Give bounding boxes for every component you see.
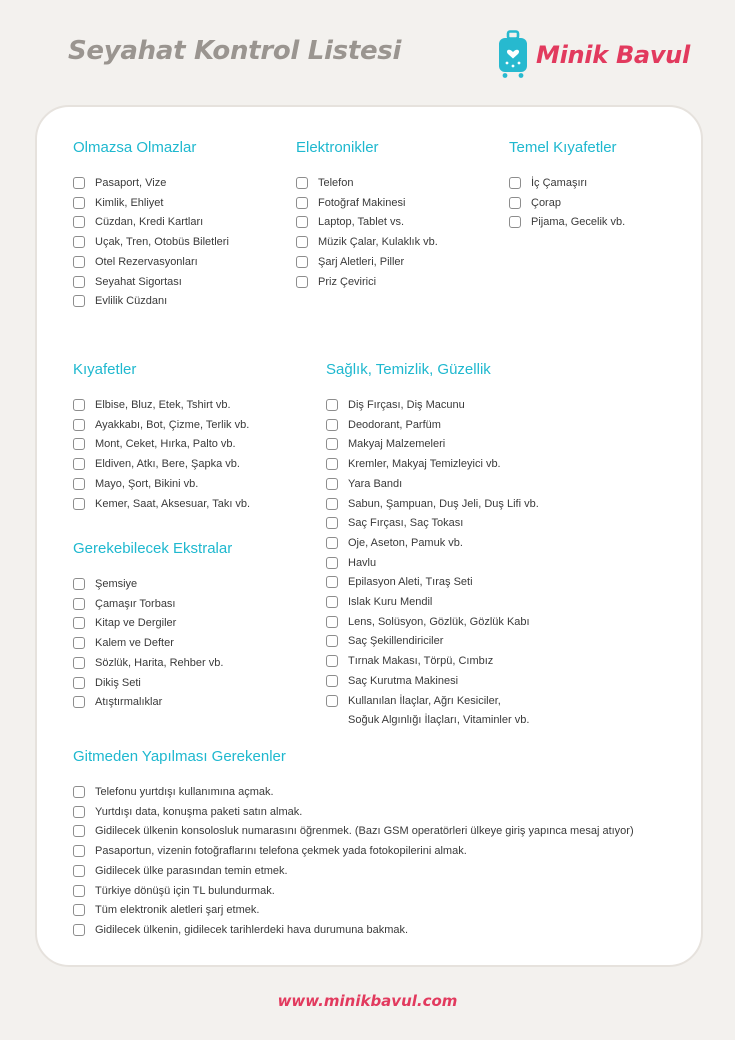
- section-essentials: [73, 139, 229, 312]
- checklist-item[interactable]: [296, 273, 438, 293]
- item-label: Dikiş Seti: [95, 676, 141, 689]
- item-label: Tırnak Makası, Törpü, Cımbız: [348, 655, 494, 668]
- checklist-item[interactable]: [296, 194, 438, 214]
- checkbox[interactable]: [73, 478, 85, 490]
- item-label: Çorap: [531, 196, 561, 209]
- checkbox[interactable]: [73, 419, 85, 431]
- checkbox[interactable]: [73, 276, 85, 288]
- checkbox[interactable]: [73, 696, 85, 708]
- section-title: Sağlık, Temizlik, Güzellik: [326, 361, 491, 378]
- checkbox[interactable]: [73, 786, 85, 798]
- section-title: Gitmeden Yapılması Gerekenler: [73, 748, 286, 765]
- checkbox[interactable]: [326, 399, 338, 411]
- checklist-item[interactable]: [73, 595, 232, 615]
- item-label: Mont, Ceket, Hırka, Palto vb.: [95, 438, 236, 451]
- checkbox[interactable]: [296, 197, 308, 209]
- item-label: Sözlük, Harita, Rehber vb.: [95, 656, 224, 669]
- section-title: Gerekebilecek Ekstralar: [73, 540, 233, 557]
- checklist-item[interactable]: [73, 292, 229, 312]
- checklist-item[interactable]: [509, 174, 625, 194]
- item-label: Elbise, Bluz, Etek, Tshirt vb.: [95, 399, 231, 411]
- checklist-item[interactable]: [509, 194, 625, 214]
- checkbox[interactable]: [73, 236, 85, 248]
- checklist-item[interactable]: [326, 593, 539, 613]
- brand-logo: [498, 30, 690, 80]
- checkbox[interactable]: [509, 216, 521, 228]
- item-label: Gidilecek ülkenin konsolosluk numarasını öğrenmek. (Bazı GSM operatörleri ülkeye giriş yapınca mesaj atıyor): [95, 825, 634, 838]
- checklist-item[interactable]: [296, 233, 438, 253]
- checkbox[interactable]: [326, 675, 338, 687]
- item-label: Laptop, Tablet vs.: [318, 216, 405, 229]
- checklist-item[interactable]: [73, 693, 232, 713]
- item-label: Sabun, Şampuan, Duş Jeli, Duş Lifi vb.: [348, 497, 539, 510]
- item-label: Otel Rezervasyonları: [95, 255, 198, 268]
- item-label: Gidilecek ülkenin, gidilecek tarihlerdeki hava durumuna bakmak.: [95, 923, 409, 936]
- checklist-item[interactable]: [326, 514, 539, 534]
- checkbox[interactable]: [509, 177, 521, 189]
- section-clothes: [73, 361, 250, 514]
- checklist-item[interactable]: [326, 416, 539, 436]
- checkbox[interactable]: [326, 655, 338, 667]
- checklist-item[interactable]: [73, 174, 229, 194]
- checklist-item[interactable]: [73, 396, 250, 416]
- section-title: Olmazsa Olmazlar: [73, 139, 197, 156]
- checkbox[interactable]: [326, 695, 338, 707]
- item-label: Islak Kuru Mendil: [348, 596, 433, 609]
- checklist-item[interactable]: [73, 435, 250, 455]
- section-electronics: [296, 139, 438, 292]
- checkbox[interactable]: [73, 177, 85, 189]
- checkbox[interactable]: [73, 197, 85, 209]
- item-label: Fotoğraf Makinesi: [318, 196, 406, 209]
- item-label: Uçak, Tren, Otobüs Biletleri: [95, 236, 229, 249]
- checkbox[interactable]: [73, 458, 85, 470]
- item-label: Müzik Çalar, Kulaklık vb.: [318, 236, 438, 249]
- checkbox[interactable]: [73, 637, 85, 649]
- item-label: Şarj Aletleri, Piller: [318, 255, 405, 268]
- checklist-item[interactable]: [73, 194, 229, 214]
- item-label: Cüzdan, Kredi Kartları: [95, 216, 204, 229]
- item-label: Mayo, Şort, Bikini vb.: [95, 477, 199, 490]
- checklist-item[interactable]: [296, 174, 438, 194]
- checklist-item[interactable]: [73, 455, 250, 475]
- item-label: Pasaportun, vizenin fotoğraflarını telefona çekmek yada fotokopilerini almak.: [95, 845, 467, 858]
- checkbox[interactable]: [326, 419, 338, 431]
- item-label: Yurtdışı data, konuşma paketi satın almak.: [95, 805, 303, 818]
- item-label: Havlu: [348, 556, 377, 569]
- checklist-item[interactable]: [73, 822, 634, 842]
- section-health-hygiene: [326, 361, 539, 731]
- item-label: Kitap ve Dergiler: [95, 617, 177, 630]
- checklist-item[interactable]: [326, 613, 539, 633]
- checklist-item[interactable]: [73, 213, 229, 233]
- item-label: Atıştırmalıklar: [95, 696, 163, 709]
- checkbox[interactable]: [73, 399, 85, 411]
- checklist-item[interactable]: [73, 475, 250, 495]
- item-label: Seyahat Sigortası: [95, 275, 182, 288]
- checklist-item[interactable]: [326, 692, 539, 731]
- checkbox[interactable]: [326, 438, 338, 450]
- checkbox[interactable]: [73, 216, 85, 228]
- item-label: Lens, Solüsyon, Gözlük, Gözlük Kabı: [348, 615, 530, 628]
- checklist-item[interactable]: [73, 803, 634, 823]
- item-label: Türkiye dönüşü için TL bulundurmak.: [95, 884, 275, 897]
- checklist-item[interactable]: [326, 396, 539, 416]
- checklist-item[interactable]: [73, 634, 232, 654]
- item-label: Evlilik Cüzdanı: [95, 295, 168, 308]
- checkbox[interactable]: [296, 276, 308, 288]
- checkbox[interactable]: [73, 657, 85, 669]
- checkbox[interactable]: [73, 865, 85, 877]
- checklist-item[interactable]: [73, 654, 232, 674]
- item-label: İç Çamaşırı: [531, 177, 588, 189]
- item-label: Oje, Aseton, Pamuk vb.: [348, 536, 463, 549]
- item-label: Yara Bandı: [348, 477, 403, 490]
- item-label: Kremler, Makyaj Temizleyici vb.: [348, 458, 501, 471]
- item-label: Şemsiye: [95, 578, 138, 590]
- item-label-line: Kullanılan İlaçlar, Ağrı Kesiciler,: [348, 694, 501, 707]
- checkbox[interactable]: [73, 806, 85, 818]
- item-label: Makyaj Malzemeleri: [348, 438, 446, 451]
- item-label: Kimlik, Ehliyet: [95, 196, 164, 209]
- item-label: Tüm elektronik aletleri şarj etmek.: [95, 904, 260, 917]
- item-label: Kemer, Saat, Aksesuar, Takı vb.: [95, 497, 251, 510]
- page-title: Seyahat Kontrol Listesi: [68, 36, 402, 66]
- item-label: Pasaport, Vize: [95, 177, 167, 189]
- checklist-item[interactable]: [326, 672, 539, 692]
- checklist-item[interactable]: [509, 213, 625, 233]
- item-label: Gidilecek ülke parasından temin etmek.: [95, 864, 288, 877]
- checklist-item[interactable]: [73, 233, 229, 253]
- section-title: Temel Kıyafetler: [509, 139, 617, 156]
- checkbox[interactable]: [326, 557, 338, 569]
- checkbox[interactable]: [73, 498, 85, 510]
- checkbox[interactable]: [73, 677, 85, 689]
- section-basic-clothes: [509, 139, 625, 233]
- checkbox[interactable]: [326, 517, 338, 529]
- checkbox[interactable]: [73, 578, 85, 590]
- checklist-item[interactable]: [326, 455, 539, 475]
- checkbox[interactable]: [296, 236, 308, 248]
- checklist-item[interactable]: [73, 862, 634, 882]
- checklist-item[interactable]: [326, 632, 539, 652]
- checklist-item[interactable]: [73, 842, 634, 862]
- checklist-item[interactable]: [73, 273, 229, 293]
- checklist-item[interactable]: [73, 882, 634, 902]
- checkbox[interactable]: [326, 635, 338, 647]
- checkbox[interactable]: [326, 616, 338, 628]
- checklist-item[interactable]: [73, 783, 634, 803]
- checkbox[interactable]: [326, 596, 338, 608]
- item-label: Deodorant, Parfüm: [348, 418, 441, 431]
- checklist-item[interactable]: [296, 213, 438, 233]
- checklist-item[interactable]: [73, 901, 634, 921]
- item-label: Telefon: [318, 177, 354, 189]
- checklist-item[interactable]: [326, 475, 539, 495]
- checkbox[interactable]: [73, 904, 85, 916]
- checklist-item[interactable]: [326, 495, 539, 515]
- checkbox[interactable]: [326, 458, 338, 470]
- checklist-item[interactable]: [73, 253, 229, 273]
- checkbox[interactable]: [73, 924, 85, 936]
- checklist-item[interactable]: [326, 652, 539, 672]
- item-label: Saç Şekillendiriciler: [348, 635, 444, 648]
- checklist-card: [35, 105, 703, 967]
- checkbox[interactable]: [73, 295, 85, 307]
- checkbox[interactable]: [73, 256, 85, 268]
- checklist-item[interactable]: [73, 614, 232, 634]
- item-label: Pijama, Gecelik vb.: [531, 216, 626, 229]
- checklist-item[interactable]: [73, 575, 232, 595]
- checklist-item[interactable]: [73, 495, 250, 515]
- section-title: Elektronikler: [296, 139, 379, 156]
- checkbox[interactable]: [73, 438, 85, 450]
- suitcase-heart-icon: [498, 30, 528, 80]
- checkbox[interactable]: [73, 617, 85, 629]
- checklist-item[interactable]: [326, 554, 539, 574]
- item-label: Kalem ve Defter: [95, 637, 174, 650]
- checklist-item[interactable]: [326, 534, 539, 554]
- item-label: Epilasyon Aleti, Tıraş Seti: [348, 576, 473, 589]
- item-label: Priz Çevirici: [318, 275, 377, 288]
- checklist-item[interactable]: [326, 435, 539, 455]
- section-title: Kıyafetler: [73, 361, 137, 378]
- website-link[interactable]: www.minikbavul.com: [277, 992, 458, 1010]
- checkbox[interactable]: [296, 216, 308, 228]
- checklist-item[interactable]: [326, 573, 539, 593]
- item-label: Ayakkabı, Bot, Çizme, Terlik vb.: [95, 418, 250, 431]
- item-label: Saç Fırçası, Saç Tokası: [348, 517, 464, 530]
- checklist-item[interactable]: [73, 674, 232, 694]
- checkbox[interactable]: [73, 825, 85, 837]
- checkbox[interactable]: [73, 845, 85, 857]
- item-label: Eldiven, Atkı, Bere, Şapka vb.: [95, 458, 240, 471]
- checkbox[interactable]: [296, 177, 308, 189]
- checkbox[interactable]: [326, 537, 338, 549]
- checkbox[interactable]: [296, 256, 308, 268]
- item-label: Diş Fırçası, Diş Macunu: [348, 399, 465, 411]
- checkbox[interactable]: [326, 478, 338, 490]
- checkbox[interactable]: [73, 598, 85, 610]
- section-extras: [73, 540, 232, 713]
- checkbox[interactable]: [73, 885, 85, 897]
- checklist-item[interactable]: [73, 416, 250, 436]
- item-label-line: Soğuk Algınlığı İlaçları, Vitaminler vb.: [348, 714, 530, 727]
- checklist-item[interactable]: [296, 253, 438, 273]
- checkbox[interactable]: [509, 197, 521, 209]
- item-label: Saç Kurutma Makinesi: [348, 674, 459, 687]
- section-before-travel: [73, 748, 634, 941]
- checklist-item[interactable]: [73, 921, 634, 941]
- item-label: Telefonu yurtdışı kullanımına açmak.: [95, 786, 274, 798]
- brand-name: Minik Bavul: [536, 41, 690, 69]
- item-label: Çamaşır Torbası: [95, 597, 176, 610]
- item-label: [348, 692, 529, 731]
- checkbox[interactable]: [326, 498, 338, 510]
- checkbox[interactable]: [326, 576, 338, 588]
